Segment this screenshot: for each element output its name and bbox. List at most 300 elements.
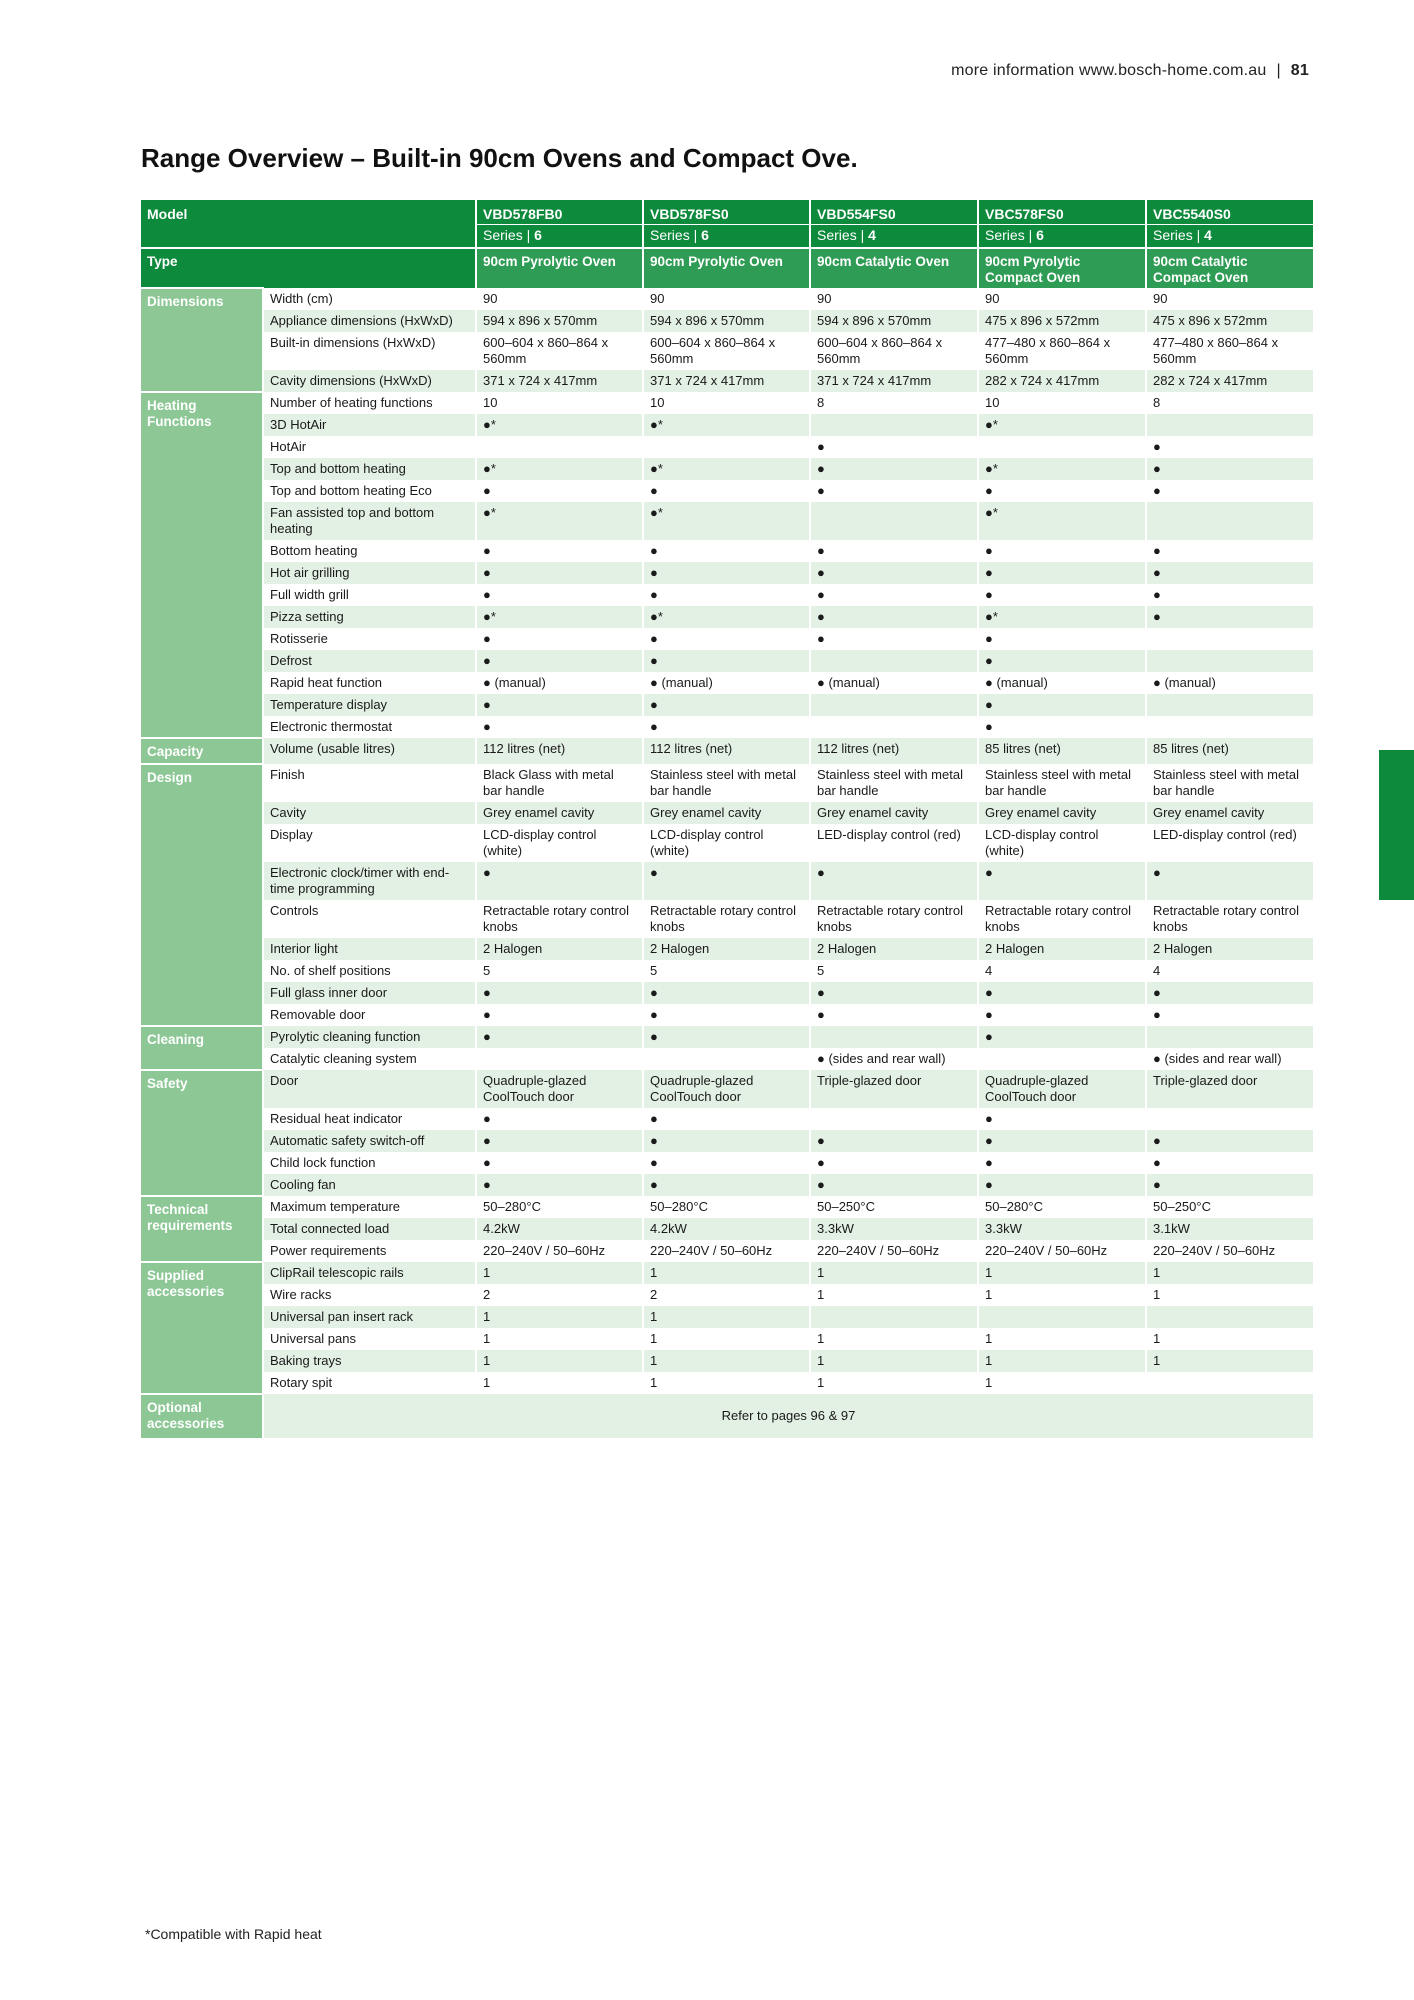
spec-value: Stainless steel with metal bar handle [1146,764,1314,802]
spec-value [476,1048,643,1070]
spec-value: 90 [978,288,1146,310]
spec-value: ●* [643,414,810,436]
spec-value: ● [810,562,978,584]
table-row [141,562,1314,584]
spec-value: 220–240V / 50–60Hz [810,1240,978,1262]
website-info: more information www.bosch-home.com.au [951,62,1267,79]
spec-value: 2 [643,1284,810,1306]
category-label: Design [141,764,263,1026]
feature-label: Power requirements [263,1240,476,1262]
series-label: Series [985,227,1025,243]
spec-value: ●* [643,458,810,480]
spec-value: ● [643,1004,810,1026]
spec-value: Quadruple-glazed CoolTouch door [476,1070,643,1108]
table-row [141,628,1314,650]
spec-value: 282 x 724 x 417mm [1146,370,1314,392]
spec-value [1146,1026,1314,1048]
spec-value: ● (manual) [476,672,643,694]
spec-value [810,1026,978,1048]
spec-value: ●* [643,502,810,540]
spec-value: ●* [978,606,1146,628]
spec-value: ● [643,862,810,900]
feature-label: Hot air grilling [263,562,476,584]
spec-value: Triple-glazed door [810,1070,978,1108]
spec-value: 1 [810,1372,978,1394]
table-row [141,1108,1314,1130]
spec-value: 90 [1146,288,1314,310]
spec-value: 1 [810,1262,978,1284]
spec-value: 1 [476,1328,643,1350]
table-row [141,584,1314,606]
model-series: Series | 4 [1146,225,1314,249]
feature-label: Number of heating functions [263,392,476,414]
spec-value [978,436,1146,458]
spec-value: ●* [978,458,1146,480]
spec-value: Quadruple-glazed CoolTouch door [978,1070,1146,1108]
model-name: VBC578FS0 [978,200,1146,225]
model-series: Series | 4 [810,225,978,249]
spec-value: ● [643,562,810,584]
optional-accessories-row [141,1394,1314,1438]
feature-label: Volume (usable litres) [263,738,476,764]
table-row [141,392,1314,414]
spec-value: ● [643,1152,810,1174]
series-number: 6 [534,227,542,243]
spec-value: Triple-glazed door [1146,1070,1314,1108]
spec-value: 10 [978,392,1146,414]
spec-value: ● [810,480,978,502]
spec-value: ● [1146,436,1314,458]
spec-value: ● [1146,540,1314,562]
spec-value [1146,650,1314,672]
spec-value: ● [1146,458,1314,480]
spec-value: ● [978,1004,1146,1026]
spec-value: ●* [476,502,643,540]
table-row [141,1350,1314,1372]
table-row [141,1284,1314,1306]
spec-value: ●* [978,502,1146,540]
feature-label: Automatic safety switch-off [263,1130,476,1152]
spec-value: ● [1146,1004,1314,1026]
spec-value: ● (manual) [643,672,810,694]
spec-value: Grey enamel cavity [476,802,643,824]
spec-value: ● [643,628,810,650]
spec-value [1146,716,1314,738]
spec-value: ● [1146,480,1314,502]
feature-label: Pyrolytic cleaning function [263,1026,476,1048]
spec-value: ●* [476,606,643,628]
spec-value: 8 [810,392,978,414]
section-tab-marker [1379,750,1414,900]
table-row [141,1328,1314,1350]
spec-value: ● [810,1004,978,1026]
model-name: VBC5540S0 [1146,200,1314,225]
category-label: Dimensions [141,288,263,392]
spec-value [810,1108,978,1130]
feature-label: Removable door [263,1004,476,1026]
category-label: Cleaning [141,1026,263,1070]
spec-value: 10 [643,392,810,414]
spec-value: 4 [1146,960,1314,982]
spec-value: ● [978,1026,1146,1048]
spec-value: 1 [476,1372,643,1394]
spec-value: ● [978,1108,1146,1130]
feature-label: Rapid heat function [263,672,476,694]
feature-label: 3D HotAir [263,414,476,436]
series-label: Series [650,227,690,243]
table-row [141,672,1314,694]
page-title: Range Overview – Built-in 90cm Ovens and Compact Ove. [141,143,858,173]
spec-value: ● [476,1174,643,1196]
spec-value: ● [643,1174,810,1196]
spec-value: ● [1146,1174,1314,1196]
spec-value: ● [476,628,643,650]
spec-value: ● [476,540,643,562]
spec-value: ● [810,862,978,900]
spec-value [810,694,978,716]
table-row [141,288,1314,310]
table-row [141,1240,1314,1262]
table-row [141,480,1314,502]
series-label: Series [483,227,523,243]
spec-value: 112 litres (net) [810,738,978,764]
spec-value: ● [476,716,643,738]
spec-value: 477–480 x 860–864 x 560mm [978,332,1146,370]
table-row [141,1218,1314,1240]
spec-value: 90 [810,288,978,310]
spec-value: ● [476,862,643,900]
spec-value: ● (sides and rear wall) [810,1048,978,1070]
table-row [141,1262,1314,1284]
spec-value [810,650,978,672]
feature-label: Rotisserie [263,628,476,650]
spec-value: 4.2kW [476,1218,643,1240]
spec-value: 600–604 x 860–864 x 560mm [643,332,810,370]
spec-value: ●* [476,458,643,480]
spec-value [476,436,643,458]
spec-value: ● [643,650,810,672]
spec-value: ● [978,540,1146,562]
spec-value: ● [643,584,810,606]
feature-label: Catalytic cleaning system [263,1048,476,1070]
spec-value: 475 x 896 x 572mm [1146,310,1314,332]
feature-label: ClipRail telescopic rails [263,1262,476,1284]
series-number: 6 [1036,227,1044,243]
spec-value: ● [810,1130,978,1152]
spec-value: Retractable rotary control knobs [1146,900,1314,938]
spec-value: LCD-display control (white) [978,824,1146,862]
spec-value: 4.2kW [643,1218,810,1240]
feature-label: Residual heat indicator [263,1108,476,1130]
spec-value [1146,502,1314,540]
spec-value: 2 Halogen [476,938,643,960]
footnote: *Compatible with Rapid heat [145,1926,322,1942]
spec-value: 85 litres (net) [978,738,1146,764]
spec-value: 3.3kW [810,1218,978,1240]
feature-label: Universal pans [263,1328,476,1350]
spec-value: ● [1146,606,1314,628]
feature-label: Wire racks [263,1284,476,1306]
feature-label: Full glass inner door [263,982,476,1004]
spec-value: ● (manual) [1146,672,1314,694]
spec-value: 594 x 896 x 570mm [476,310,643,332]
spec-value [643,1048,810,1070]
spec-value: 1 [978,1262,1146,1284]
feature-label: Cavity dimensions (HxWxD) [263,370,476,392]
table-row [141,414,1314,436]
spec-value: ● [978,1152,1146,1174]
spec-value: 5 [810,960,978,982]
category-label: Technical requirements [141,1196,263,1262]
spec-value: ● [476,1026,643,1048]
spec-value [978,1306,1146,1328]
table-row [141,900,1314,938]
table-body [141,288,1314,1438]
spec-value: 1 [1146,1350,1314,1372]
spec-value [810,502,978,540]
feature-label: Interior light [263,938,476,960]
spec-value: ● [1146,982,1314,1004]
table-row [141,502,1314,540]
spec-value: ● [476,562,643,584]
spec-value: 50–280°C [978,1196,1146,1218]
spec-value: 1 [810,1284,978,1306]
spec-value: ● [810,1152,978,1174]
spec-value: 220–240V / 50–60Hz [643,1240,810,1262]
spec-value: ● [476,1108,643,1130]
spec-value: ● [810,540,978,562]
spec-value: ● [810,628,978,650]
table-row [141,370,1314,392]
spec-value: 594 x 896 x 570mm [810,310,978,332]
spec-value: 220–240V / 50–60Hz [476,1240,643,1262]
feature-label: Pizza setting [263,606,476,628]
table-row [141,1306,1314,1328]
category-label: Capacity [141,738,263,764]
spec-value: 371 x 724 x 417mm [476,370,643,392]
table-row [141,1004,1314,1026]
spec-value: ● [643,540,810,562]
category-label: Safety [141,1070,263,1196]
table-row [141,802,1314,824]
spec-value: ● [643,1108,810,1130]
spec-value: ●* [643,606,810,628]
spec-value: ● [643,1130,810,1152]
spec-value: ● [810,982,978,1004]
spec-value [810,414,978,436]
type-header-row [141,248,1314,288]
spec-value: 50–280°C [643,1196,810,1218]
table-row [141,1174,1314,1196]
spec-value: Stainless steel with metal bar handle [810,764,978,802]
table-row [141,310,1314,332]
spec-value: ● [643,716,810,738]
spec-value: 371 x 724 x 417mm [810,370,978,392]
spec-value: 1 [643,1306,810,1328]
page-number: 81 [1290,62,1309,79]
spec-value: 2 Halogen [810,938,978,960]
spec-value: ● [643,1026,810,1048]
spec-value: 5 [476,960,643,982]
series-number: 6 [701,227,709,243]
spec-value: ● [643,982,810,1004]
spec-value: ● [476,584,643,606]
model-type: 90cm Catalytic Compact Oven [1146,248,1314,288]
feature-label: Top and bottom heating [263,458,476,480]
spec-value: ● [1146,1152,1314,1174]
table-row [141,764,1314,802]
table-row [141,606,1314,628]
spec-value: ● [978,628,1146,650]
model-name: VBD578FB0 [476,200,643,225]
feature-label: Cavity [263,802,476,824]
spec-value: 220–240V / 50–60Hz [978,1240,1146,1262]
spec-value: ● [810,606,978,628]
spec-value: ● [476,1152,643,1174]
spec-value: ● [978,650,1146,672]
spec-value: 1 [810,1328,978,1350]
spec-value: 1 [1146,1284,1314,1306]
model-type: 90cm Pyrolytic Oven [476,248,643,288]
feature-label: Display [263,824,476,862]
spec-value: 1 [810,1350,978,1372]
spec-value: LCD-display control (white) [643,824,810,862]
feature-label: Bottom heating [263,540,476,562]
spec-value: Grey enamel cavity [810,802,978,824]
feature-label: Temperature display [263,694,476,716]
feature-label: Electronic clock/timer with end-time programming [263,862,476,900]
model-name: VBD554FS0 [810,200,978,225]
table-row [141,716,1314,738]
series-label: Series [817,227,857,243]
spec-value: 1 [476,1350,643,1372]
series-label: Series [1153,227,1193,243]
spec-value: ●* [978,414,1146,436]
feature-label: Electronic thermostat [263,716,476,738]
spec-value: 220–240V / 50–60Hz [1146,1240,1314,1262]
spec-value: Retractable rotary control knobs [810,900,978,938]
spec-value: Stainless steel with metal bar handle [643,764,810,802]
series-number: 4 [1204,227,1212,243]
spec-value: 2 Halogen [643,938,810,960]
model-type: 90cm Pyrolytic Compact Oven [978,248,1146,288]
spec-value: ● [810,458,978,480]
spec-value: 1 [643,1328,810,1350]
spec-value: 50–280°C [476,1196,643,1218]
spec-value: ● [978,584,1146,606]
spec-value: LED-display control (red) [1146,824,1314,862]
category-label: Optional accessories [141,1394,263,1438]
spec-value: ● (manual) [810,672,978,694]
feature-label: Top and bottom heating Eco [263,480,476,502]
table-row [141,458,1314,480]
spec-value: ●* [476,414,643,436]
feature-label: HotAir [263,436,476,458]
spec-value: ● [643,480,810,502]
table-row [141,738,1314,764]
optional-accessories-note: Refer to pages 96 & 97 [263,1394,1314,1438]
table-row [141,540,1314,562]
spec-value: 2 [476,1284,643,1306]
spec-value: 4 [978,960,1146,982]
feature-label: Built-in dimensions (HxWxD) [263,332,476,370]
range-overview-table [141,200,1315,1438]
spec-value: ● [978,1174,1146,1196]
feature-label: Fan assisted top and bottom heating [263,502,476,540]
model-series: Series | 6 [643,225,810,249]
spec-value: 112 litres (net) [643,738,810,764]
spec-value: 10 [476,392,643,414]
spec-value: 1 [1146,1328,1314,1350]
feature-label: Defrost [263,650,476,672]
table-row [141,1026,1314,1048]
spec-value: ● [810,1174,978,1196]
spec-value [810,1306,978,1328]
spec-value: 1 [978,1350,1146,1372]
spec-value [1146,1306,1314,1328]
category-label: Supplied accessories [141,1262,263,1394]
page-header [951,62,1309,80]
spec-value: ● [1146,562,1314,584]
spec-value: ● [1146,1130,1314,1152]
model-label: Model [141,200,476,248]
spec-value: ● [978,694,1146,716]
spec-value: Retractable rotary control knobs [643,900,810,938]
spec-value: 112 litres (net) [476,738,643,764]
table-row [141,1196,1314,1218]
spec-value: Stainless steel with metal bar handle [978,764,1146,802]
feature-label: Rotary spit [263,1372,476,1394]
spec-value: 477–480 x 860–864 x 560mm [1146,332,1314,370]
spec-value: Retractable rotary control knobs [476,900,643,938]
spec-value: 282 x 724 x 417mm [978,370,1146,392]
feature-label: Total connected load [263,1218,476,1240]
spec-value: ● [978,862,1146,900]
spec-value: 1 [476,1262,643,1284]
spec-value: 50–250°C [810,1196,978,1218]
table-row [141,862,1314,900]
table-row [141,694,1314,716]
table-row [141,938,1314,960]
spec-value: 1 [978,1328,1146,1350]
spec-value: 90 [643,288,810,310]
spec-value: ● [476,982,643,1004]
spec-value [1146,628,1314,650]
feature-label: Universal pan insert rack [263,1306,476,1328]
feature-label: No. of shelf positions [263,960,476,982]
spec-value: LCD-display control (white) [476,824,643,862]
spec-value: 600–604 x 860–864 x 560mm [476,332,643,370]
spec-value: 90 [476,288,643,310]
table-row [141,1070,1314,1108]
spec-value: 1 [643,1350,810,1372]
feature-label: Maximum temperature [263,1196,476,1218]
table-row [141,1048,1314,1070]
spec-value: ● [476,694,643,716]
table-row [141,1130,1314,1152]
spec-value: ● [476,650,643,672]
spec-value: 1 [643,1372,810,1394]
feature-label: Finish [263,764,476,802]
spec-value: ● [643,694,810,716]
spec-value: 594 x 896 x 570mm [643,310,810,332]
feature-label: Cooling fan [263,1174,476,1196]
spec-value: 50–250°C [1146,1196,1314,1218]
feature-label: Full width grill [263,584,476,606]
table-row [141,960,1314,982]
feature-label: Appliance dimensions (HxWxD) [263,310,476,332]
spec-value: 2 Halogen [978,938,1146,960]
